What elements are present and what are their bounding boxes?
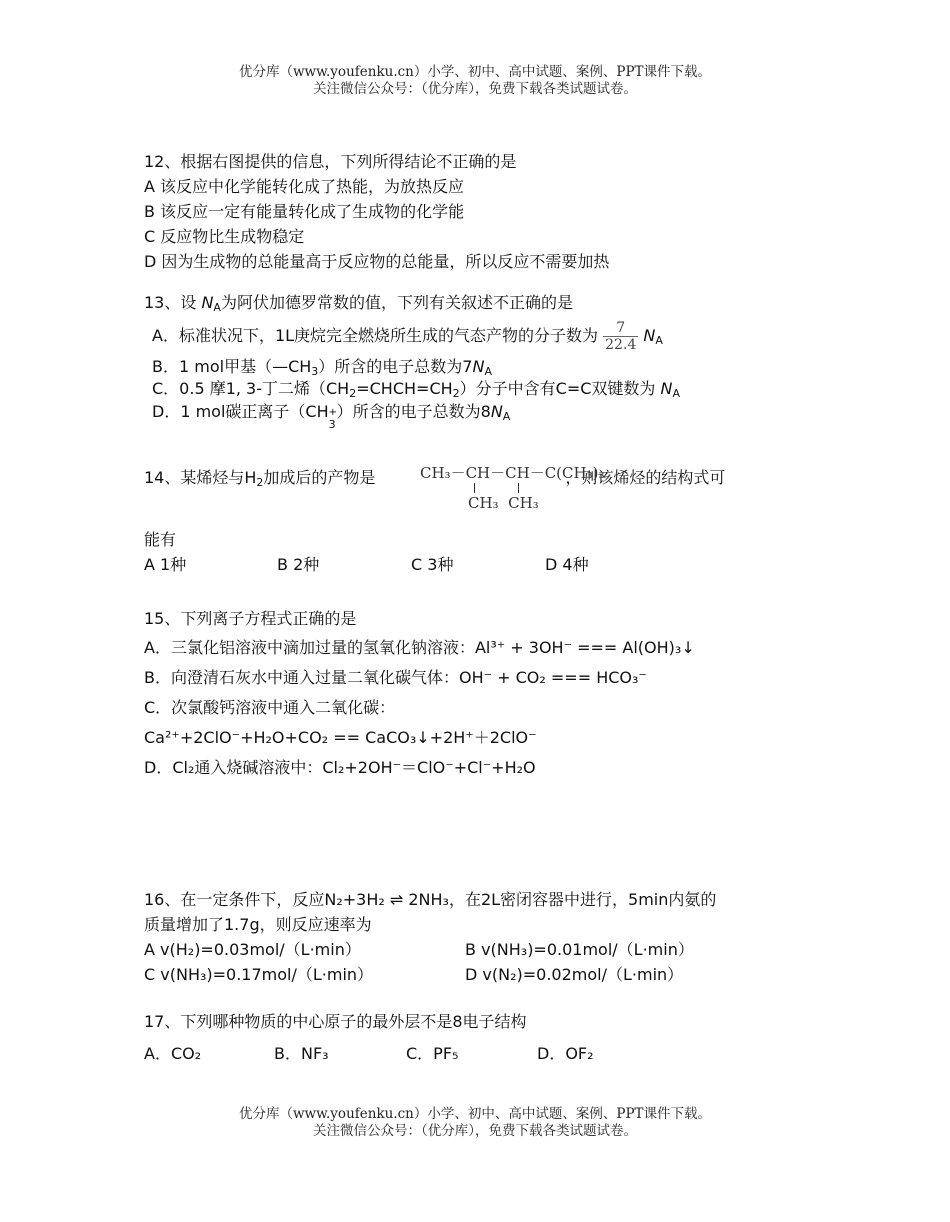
- q15-option-c: C．次氯酸钙溶液中通入二氧化碳：: [144, 698, 396, 717]
- page-footer: [0, 1106, 950, 1140]
- q16-stem-line-1: 16、在一定条件下，反应N₂+3H₂ ⇌ 2NH₃，在2L密闭容器中进行，5min内氨的: [144, 890, 717, 909]
- q12-option-b: B 该反应一定有能量转化成了生成物的化学能: [144, 202, 465, 221]
- q17-option-a: A．CO₂: [144, 1044, 202, 1063]
- q17-option-c: C．PF₅: [406, 1044, 459, 1063]
- q14-option-a: A 1种: [144, 555, 187, 574]
- fraction: $\frac{7}{22.4}$: [605, 320, 637, 353]
- structural-formula-main-chain: CH₃－CH－CH－C(CH₃)₃: [420, 464, 605, 482]
- q15-option-a: A．三氯化铝溶液中滴加过量的氢氧化钠溶液：Al³⁺ + 3OH⁻ === Al(OH)₃↓: [144, 638, 695, 657]
- q16-stem-line-2: 质量增加了1.7g，则反应速率为: [144, 915, 372, 934]
- q17-option-d: D．OF₂: [537, 1044, 594, 1063]
- footer-line-1: 优分库（www.youfenku.cn）小学、初中、高中试题、案例、PPT课件下载。: [238, 1106, 712, 1122]
- bond-line: [474, 483, 475, 493]
- q16-option-a: A v(H₂)=0.03mol/（L·min）: [144, 940, 361, 959]
- q14-stem: 14、某烯烃与$H_2$加成后的产物是 ，则该烯烃的结构式可: [144, 468, 726, 489]
- q12-stem: 12、根据右图提供的信息，下列所得结论不正确的是: [144, 152, 517, 171]
- q17-option-b: B．NF₃: [274, 1044, 329, 1063]
- footer-line-2: 关注微信公众号：（优分库），免费下载各类试题试卷。: [313, 1123, 637, 1139]
- structural-formula-branches: CH₃ CH₃: [468, 494, 539, 512]
- q14-option-d: D 4种: [545, 555, 589, 574]
- q14-stem-continued: 能有: [144, 530, 177, 549]
- q15-option-b: B．向澄清石灰水中通入过量二氧化碳气体：OH⁻ + CO₂ === HCO₃⁻: [144, 668, 647, 687]
- q15-stem: 15、下列离子方程式正确的是: [144, 609, 357, 628]
- q17-stem: 17、下列哪种物质的中心原子的最外层不是8电子结构: [144, 1012, 527, 1031]
- q12-option-a: A 该反应中化学能转化成了热能，为放热反应: [144, 177, 465, 196]
- q14-option-c: C 3种: [411, 555, 454, 574]
- bond-line: [518, 483, 519, 493]
- q16-option-c: C v(NH₃)=0.17mol/（L·min）: [144, 965, 374, 984]
- q14-option-b: B 2种: [277, 555, 320, 574]
- q15-option-c-equation: Ca²⁺+2ClO⁻+H₂O+CO₂ == CaCO₃↓+2H⁺＋2ClO⁻: [144, 728, 537, 747]
- q16-option-d: D v(N₂)=0.02mol/（L·min）: [465, 965, 684, 984]
- q12-option-c: C 反应物比生成物稳定: [144, 227, 305, 246]
- header-line-2: 关注微信公众号：（优分库），免费下载各类试题试卷。: [313, 81, 637, 97]
- header-line-1: 优分库（www.youfenku.cn）小学、初中、高中试题、案例、PPT课件下载。: [238, 64, 712, 80]
- q13-option-b: B．1 mol甲基$(—CH_3)$所含的电子总数为$7N_A$: [152, 357, 492, 378]
- q15-option-d: D．Cl₂通入烧碱溶液中：Cl₂+2OH⁻＝ClO⁻+Cl⁻+H₂O: [144, 758, 536, 777]
- q13-stem: 13、设 $N_A$为阿伏加德罗常数的值，下列有关叙述不正确的是: [144, 293, 573, 314]
- q13-option-a: A．标准状况下，1L庚烷完全燃烧所生成的气态产物的分子数为 $\frac{7}{22.4}$ $N_A$: [152, 320, 663, 353]
- q13-option-d: D．1 mol碳正离子（CH + 3 ）所含的电子总数为$8N_A$: [152, 402, 511, 431]
- q13-option-c: C．0.5 摩1, 3-丁二烯$(CH_2=CHCH=CH_2)$分子中含有C=C双键数为 $N_A$: [152, 379, 680, 400]
- q16-option-b: B v(NH₃)=0.01mol/（L·min）: [465, 940, 694, 959]
- page-header: [0, 64, 950, 98]
- q12-option-d: D 因为生成物的总能量高于反应物的总能量，所以反应不需要加热: [144, 252, 610, 271]
